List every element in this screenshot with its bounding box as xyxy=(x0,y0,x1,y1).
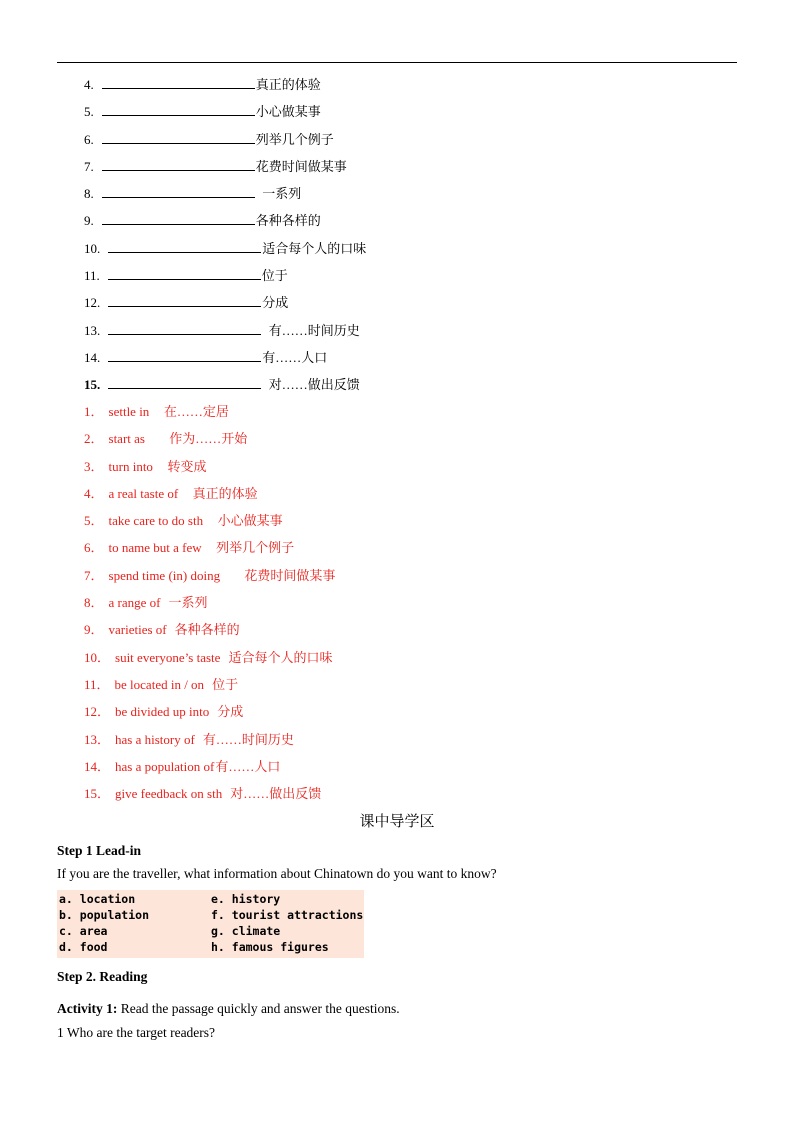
item-number: 13. xyxy=(84,322,101,338)
answer-item xyxy=(84,453,335,480)
chinese-meaning: 在……定居 xyxy=(157,404,229,419)
chinese-prompt: 有……时间历史 xyxy=(262,322,360,338)
answer-item xyxy=(84,616,335,643)
options-box xyxy=(57,890,364,958)
option-item: b. population xyxy=(59,908,150,922)
chinese-meaning: 适合每个人的口味 xyxy=(228,649,333,665)
answer-number: 11． xyxy=(84,676,110,692)
item-number: 12. xyxy=(84,295,101,311)
answer-item xyxy=(84,753,335,780)
activity1-text: Read the passage quickly and answer the questions. xyxy=(117,1001,400,1016)
answer-number: 5． xyxy=(84,513,104,529)
header-rule xyxy=(57,62,737,63)
answer-blank-line[interactable] xyxy=(108,348,261,362)
blank-item xyxy=(84,180,366,207)
blank-exercise-list xyxy=(84,71,366,399)
english-phrase: has a population of xyxy=(115,758,215,774)
chinese-prompt: 对……做出反馈 xyxy=(262,377,360,393)
english-phrase: suit everyone’s taste xyxy=(115,649,221,665)
item-number: 9. xyxy=(84,213,94,229)
answer-blank-line[interactable] xyxy=(108,375,261,389)
english-phrase: spend time (in) doing xyxy=(108,567,221,583)
answer-item xyxy=(84,726,335,753)
chinese-meaning: 真正的体验 xyxy=(186,485,258,501)
activity1-instruction xyxy=(57,1001,400,1017)
answer-blank-line[interactable] xyxy=(102,211,255,225)
chinese-meaning: 列举几个例子 xyxy=(209,540,295,556)
blank-item xyxy=(84,262,366,289)
answer-item xyxy=(84,562,335,589)
item-number: 14. xyxy=(84,349,101,365)
option-item: h. famous figures xyxy=(211,940,329,954)
item-number: 7. xyxy=(84,158,94,174)
chinese-prompt: 花费时间做某事 xyxy=(255,158,347,174)
option-item: a. location xyxy=(59,892,136,906)
answer-item xyxy=(84,425,335,452)
answer-item xyxy=(84,780,335,807)
section-title: 课中导学区 xyxy=(359,812,435,830)
answer-number: 8． xyxy=(84,595,104,611)
blank-item xyxy=(84,98,366,125)
option-item: e. history xyxy=(211,892,281,906)
answer-blank-line[interactable] xyxy=(102,130,255,144)
chinese-prompt: 分成 xyxy=(262,295,289,311)
blank-item xyxy=(84,289,366,316)
english-phrase: to name but a few xyxy=(108,540,202,556)
chinese-prompt: 位于 xyxy=(261,268,288,284)
english-phrase: turn into xyxy=(108,458,153,474)
answer-number: 12． xyxy=(84,704,111,720)
chinese-meaning: 花费时间做某事 xyxy=(228,567,336,583)
answer-blank-line[interactable] xyxy=(108,239,261,253)
chinese-prompt: 小心做某事 xyxy=(255,104,321,120)
chinese-meaning: 对……做出反馈 xyxy=(230,786,322,802)
english-phrase: varieties of xyxy=(108,622,167,638)
chinese-meaning: 各种各样的 xyxy=(174,622,240,638)
answer-blank-line[interactable] xyxy=(108,293,261,307)
item-number: 15. xyxy=(84,377,101,393)
chinese-prompt: 适合每个人的口味 xyxy=(262,240,367,256)
answer-number: 6． xyxy=(84,540,104,556)
answer-item xyxy=(84,534,335,561)
answer-number: 14． xyxy=(84,758,111,774)
item-number: 5. xyxy=(84,104,94,120)
option-item: f. tourist attractions xyxy=(211,908,364,922)
option-item: g. climate xyxy=(211,924,281,938)
blank-item xyxy=(84,235,366,262)
english-phrase: be divided up into xyxy=(115,704,210,720)
chinese-meaning: 转变成 xyxy=(160,458,207,474)
answer-blank-line[interactable] xyxy=(102,157,255,171)
blank-item xyxy=(84,344,366,371)
step1-heading: Step 1 Lead-in xyxy=(57,843,142,858)
activity1-label: Activity 1: xyxy=(57,1001,118,1016)
english-phrase: be located in / on xyxy=(114,676,205,692)
english-phrase: a real taste of xyxy=(108,485,179,501)
step1-question: If you are the traveller, what information about Chinatown do you want to know? xyxy=(57,866,497,881)
option-item: d. food xyxy=(59,940,108,954)
option-item: c. area xyxy=(59,924,108,938)
chinese-meaning: 分成 xyxy=(217,704,244,720)
item-number: 10. xyxy=(84,240,101,256)
chinese-prompt: 列举几个例子 xyxy=(255,131,334,147)
chinese-meaning: 小心做某事 xyxy=(211,513,283,529)
chinese-meaning: 作为……开始 xyxy=(152,431,248,447)
answer-blank-line[interactable] xyxy=(102,75,255,89)
english-phrase: a range of xyxy=(108,595,161,611)
answer-number: 4． xyxy=(84,485,104,501)
chinese-prompt: 一系列 xyxy=(255,186,302,202)
answer-item xyxy=(84,507,335,534)
chinese-meaning: 一系列 xyxy=(168,595,208,611)
answer-number: 3． xyxy=(84,458,104,474)
blank-item xyxy=(84,371,366,398)
blank-item xyxy=(84,153,366,180)
blank-item xyxy=(84,207,366,234)
answer-number: 9． xyxy=(84,622,104,638)
answer-item xyxy=(84,698,335,725)
answer-number: 15． xyxy=(84,786,111,802)
answer-blank-line[interactable] xyxy=(108,321,261,335)
chinese-prompt: 各种各样的 xyxy=(255,213,321,229)
answer-number: 7． xyxy=(84,567,104,583)
step2-heading: Step 2. Reading xyxy=(57,969,148,984)
english-phrase: start as xyxy=(108,431,145,447)
answer-number: 13． xyxy=(84,731,111,747)
reading-question-1: 1 Who are the target readers? xyxy=(57,1025,216,1040)
item-number: 8. xyxy=(84,186,94,202)
item-number: 4. xyxy=(84,77,94,92)
blank-item xyxy=(84,317,366,344)
answer-blank-line[interactable] xyxy=(108,266,261,280)
answer-item xyxy=(84,671,335,698)
english-phrase: has a history of xyxy=(115,731,195,747)
answer-item xyxy=(84,398,335,425)
answer-item xyxy=(84,480,335,507)
english-phrase: give feedback on sth xyxy=(115,786,223,802)
answer-number: 2． xyxy=(84,431,104,447)
chinese-meaning: 位于 xyxy=(212,676,239,692)
chinese-prompt: 有……人口 xyxy=(262,349,328,365)
english-phrase: settle in xyxy=(108,404,150,419)
answer-blank-line[interactable] xyxy=(102,102,255,116)
item-number: 6. xyxy=(84,131,94,147)
chinese-prompt: 真正的体验 xyxy=(255,77,321,92)
chinese-meaning: 有……时间历史 xyxy=(202,731,294,747)
blank-item xyxy=(84,126,366,153)
answer-number: 1． xyxy=(84,404,104,419)
item-number: 11. xyxy=(84,268,100,284)
answer-blank-line[interactable] xyxy=(102,184,255,198)
answer-item xyxy=(84,589,335,616)
answer-key-list xyxy=(84,398,335,807)
chinese-meaning: 有……人口 xyxy=(215,758,281,774)
blank-item xyxy=(84,71,366,98)
answer-item xyxy=(84,644,335,671)
english-phrase: take care to do sth xyxy=(108,513,204,529)
answer-number: 10． xyxy=(84,649,111,665)
